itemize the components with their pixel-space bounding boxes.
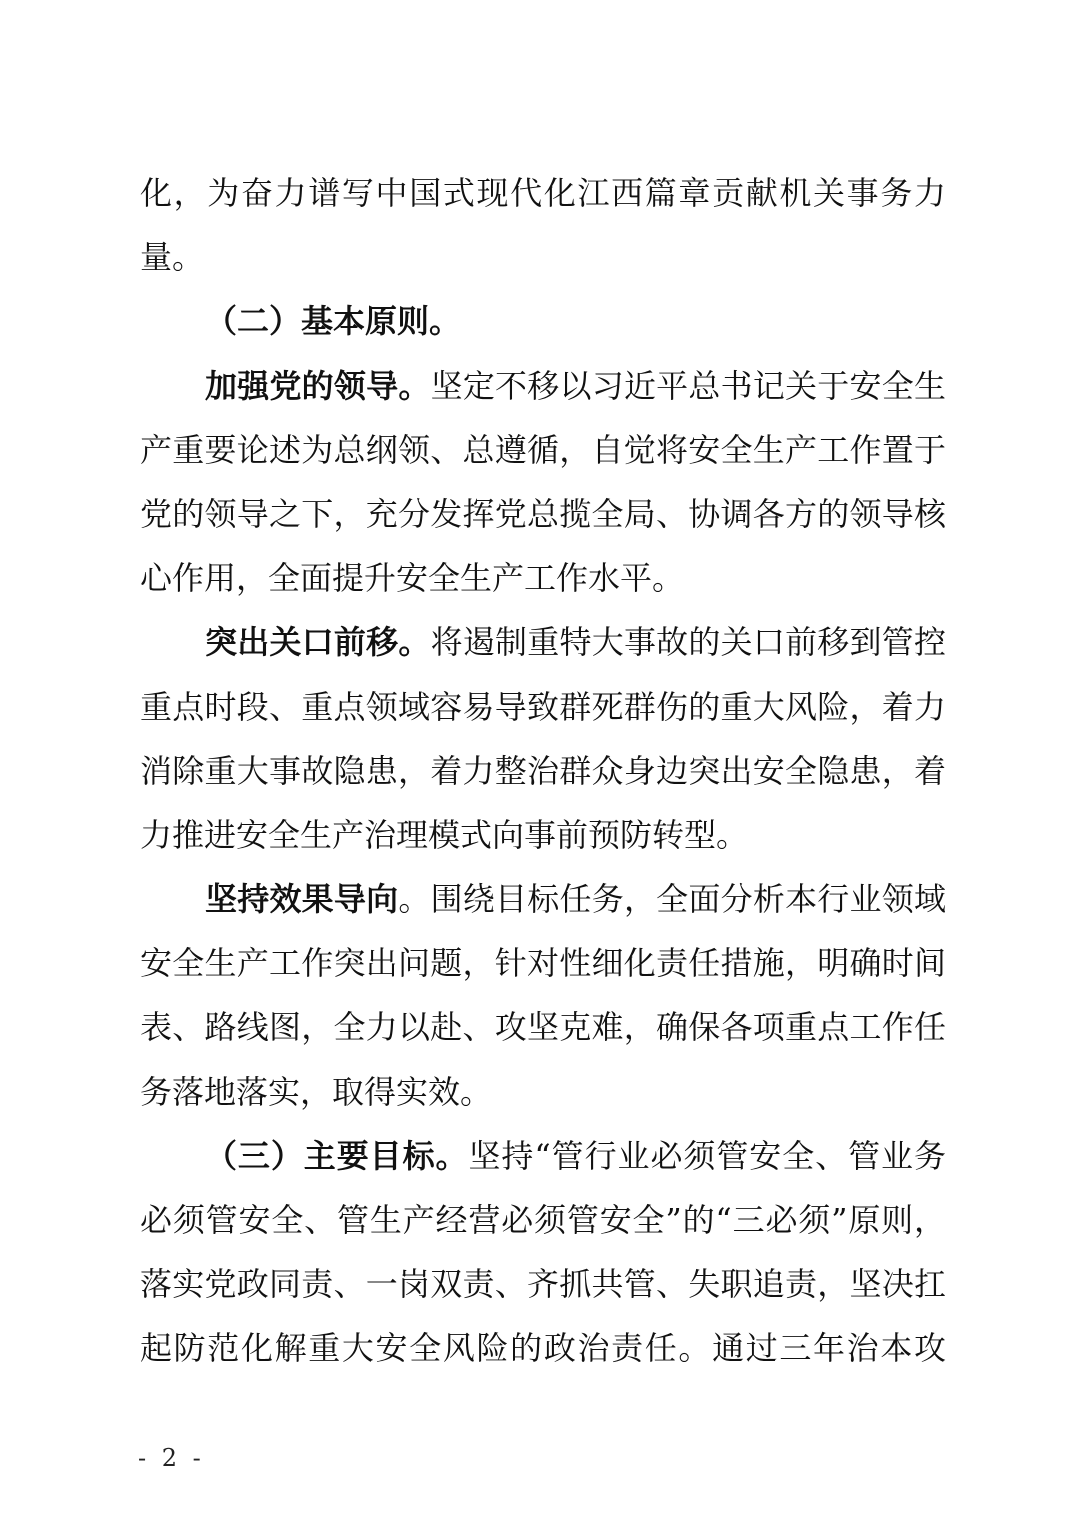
body-text: 坚定不移以习近平总书记关于安全生 bbox=[430, 366, 946, 405]
body-text: 将遏制重特大事故的关口前移到管控 bbox=[430, 623, 946, 662]
text-line bbox=[140, 803, 946, 867]
text-line bbox=[140, 931, 946, 995]
body-text: 化，为奋力谱写中国式现代化江西篇章贡献机关事务力 bbox=[140, 174, 946, 212]
body-text: 坚持“管行业必须管安全、管业务 bbox=[468, 1136, 946, 1175]
body-text: 表、路线图，全力以赴、攻坚克难，确保各项重点工作任 bbox=[140, 1008, 946, 1047]
body-text: 消除重大事故隐患，着力整治群众身边突出安全隐患，着 bbox=[140, 751, 946, 790]
body-text: 起防范化解重大安全风险的政治责任。通过三年治本攻 bbox=[140, 1329, 946, 1368]
text-line bbox=[140, 1060, 946, 1124]
text-line bbox=[140, 354, 946, 418]
text-line bbox=[140, 161, 946, 225]
body-text: 务落地落实，取得实效。 bbox=[140, 1072, 493, 1111]
body-text: 。围绕目标任务，全面分析本行业领域 bbox=[398, 880, 946, 919]
bold-heading-text: 突出关口前移。 bbox=[205, 623, 431, 662]
bold-heading-text: （三）主要目标。 bbox=[205, 1136, 469, 1175]
bold-heading-text: 加强党的领导。 bbox=[205, 366, 431, 405]
body-text: 必须管安全、管生产经营必须管安全”的“三必须”原则， bbox=[140, 1201, 946, 1239]
text-line bbox=[140, 610, 946, 674]
text-line bbox=[140, 418, 946, 482]
body-text: 党的领导之下，充分发挥党总揽全局、协调各方的领导核 bbox=[140, 494, 946, 533]
body-text: 安全生产工作突出问题，针对性细化责任措施，明确时间 bbox=[140, 944, 946, 983]
bold-heading-text: （二）基本原则。 bbox=[205, 302, 462, 341]
document-body bbox=[140, 161, 946, 1381]
body-text: 心作用，全面提升安全生产工作水平。 bbox=[140, 559, 685, 598]
page-number: - 2 - bbox=[138, 1444, 205, 1472]
body-text: 量。 bbox=[140, 238, 205, 277]
body-text: 落实党政同责、一岗双责、齐抓共管、失职追责，坚决扛 bbox=[140, 1265, 946, 1304]
bold-heading-text: 坚持效果导向 bbox=[205, 880, 399, 919]
text-line bbox=[140, 482, 946, 546]
text-line bbox=[140, 225, 946, 289]
text-line bbox=[140, 1188, 946, 1252]
text-line bbox=[140, 289, 946, 353]
text-line bbox=[140, 1316, 946, 1380]
text-line bbox=[140, 1252, 946, 1316]
text-line bbox=[140, 675, 946, 739]
body-text: 产重要论述为总纲领、总遵循，自觉将安全生产工作置于 bbox=[140, 430, 946, 469]
body-text: 重点时段、重点领域容易导致群死群伤的重大风险，着力 bbox=[140, 687, 946, 726]
text-line bbox=[140, 867, 946, 931]
text-line bbox=[140, 739, 946, 803]
body-text: 力推进安全生产治理模式向事前预防转型。 bbox=[140, 815, 749, 854]
text-line bbox=[140, 995, 946, 1059]
text-line bbox=[140, 546, 946, 610]
text-line bbox=[140, 1124, 946, 1188]
